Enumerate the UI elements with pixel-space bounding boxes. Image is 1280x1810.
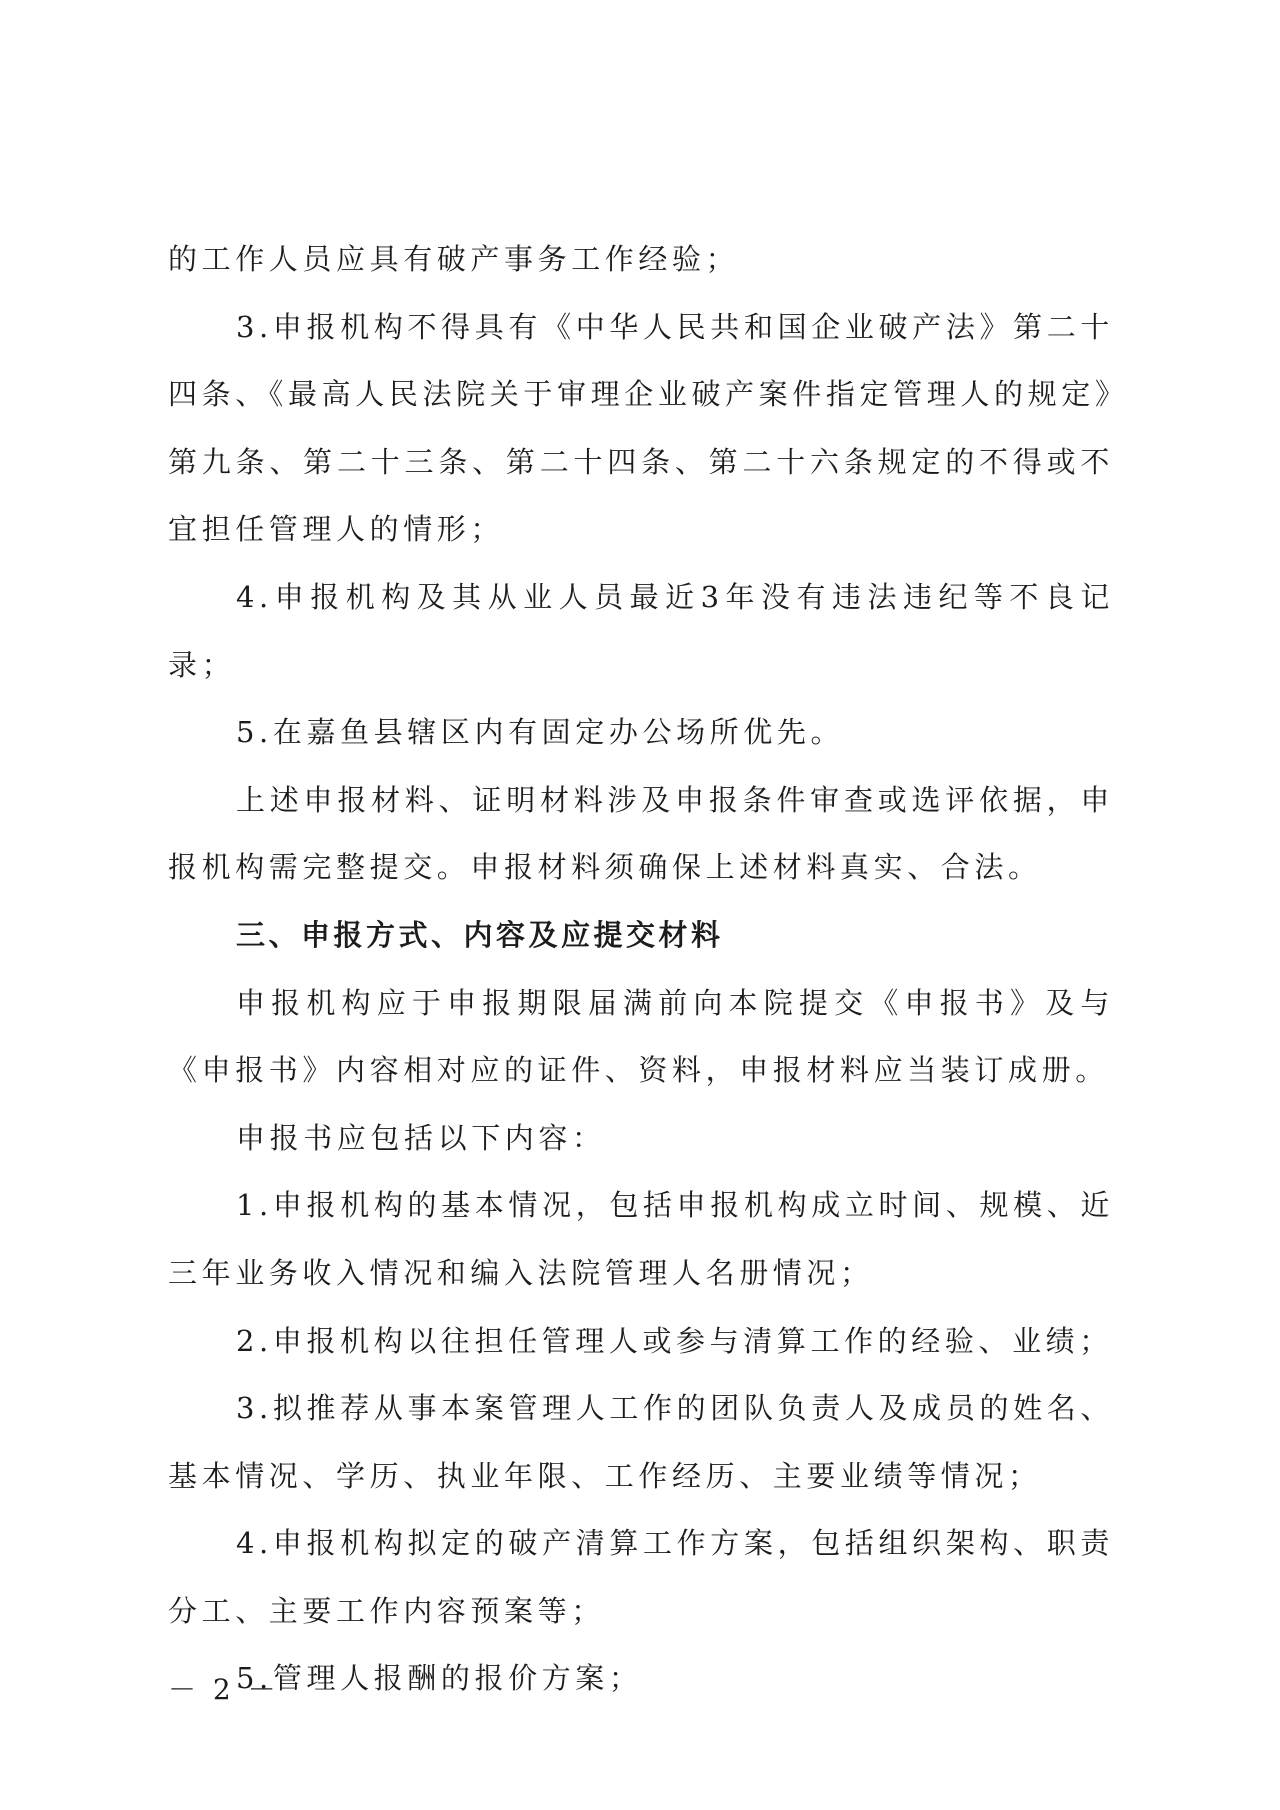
body-text <box>168 226 1114 1713</box>
paragraph-summary: 上述申报材料、证明材料涉及申报条件审查或选评依据，申报机构需完整提交。申报材料须确保上述材料真实、合法。 <box>168 782 1114 885</box>
paragraph-contents-intro: 申报书应包括以下内容： <box>236 1120 606 1155</box>
paragraph-item-4: 4.申报机构及其从业人员最近3年没有违法违纪等不良记录； <box>168 579 1114 682</box>
paragraph-content-3: 3.拟推荐从事本案管理人工作的团队负责人及成员的姓名、基本情况、学历、执业年限、工作经历、主要业绩等情况； <box>168 1391 1114 1493</box>
paragraph-content-1: 1.申报机构的基本情况，包括申报机构成立时间、规模、近三年业务收入情况和编入法院管理人名册情况； <box>168 1188 1114 1290</box>
page-number: － 2 － <box>168 1673 280 1706</box>
paragraph-content-4: 4.申报机构拟定的破产清算工作方案，包括组织架构、职责分工、主要工作内容预案等； <box>168 1526 1114 1628</box>
paragraph-content-5: 5.管理人报酬的报价方案； <box>236 1661 643 1696</box>
section-heading: 三、申报方式、内容及应提交材料 <box>236 917 724 952</box>
paragraph-content-2: 2.申报机构以往担任管理人或参与清算工作的经验、业绩； <box>236 1323 1113 1358</box>
paragraph-item-3: 3.申报机构不得具有《中华人民共和国企业破产法》第二十四条、《最高人民法院关于审理企业破产案件指定管理人的规定》第九条、第二十三条、第二十四条、第二十六条规定的不得或不宜担任管理人的情形； <box>168 309 1114 547</box>
paragraph-continuation: 的工作人员应具有破产事务工作经验； <box>168 242 740 276</box>
paragraph-item-5: 5.在嘉鱼县辖区内有固定办公场所优先。 <box>236 715 845 750</box>
paragraph-submission: 申报机构应于申报期限届满前向本院提交《申报书》及与《申报书》内容相对应的证件、资料，申报材料应当装订成册。 <box>168 985 1114 1088</box>
